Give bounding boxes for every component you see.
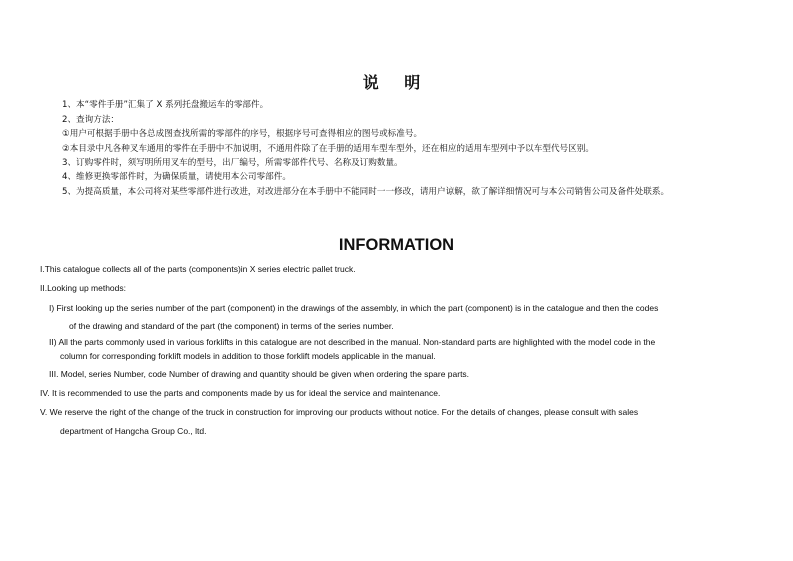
chinese-note-3: 3、订购零件时，须写明所用叉车的型号，出厂编号，所需零部件代号、名称及订购数量。 — [62, 158, 403, 168]
info-item-2: II.Looking up methods: — [40, 283, 127, 293]
chinese-note-1: 1、本“零件手册”汇集了 X 系列托盘搬运车的零部件。 — [62, 100, 269, 110]
chinese-title: 说 明 — [362, 73, 431, 92]
info-item-5: V. We reserve the right of the change of the truck in construction for improving our products without notice. For the details of changes, please consult with sales — [40, 407, 639, 417]
chinese-note-5: 5、为提高质量，本公司将对某些零部件进行改进，对改进部分在本手册中不能同时一一修改，请用户谅解，欲了解详细情况可与本公司销售公司及备件处联系。 — [62, 187, 670, 197]
info-item-5-cont: department of Hangcha Group Co., ltd. — [60, 426, 207, 436]
info-item-4: IV. It is recommended to use the parts and components made by us for ideal the service and maintenance. — [40, 388, 441, 398]
chinese-note-4: 4、维修更换零部件时，为确保质量，请使用本公司零部件。 — [62, 172, 291, 182]
info-item-2-3: III. Model, series Number, code Number of drawing and quantity should be given when ordering the spare parts. — [49, 369, 470, 379]
info-item-2-2-cont: column for corresponding forklift models in addition to those forklift models applicable in the manual. — [60, 351, 436, 361]
chinese-note-2b: ②本目录中凡各种叉车通用的零件在手册中不加说明，不通用件除了在手册的适用车型车型外，还在相应的适用车型列中予以车型代号区别。 — [62, 144, 594, 154]
info-item-2-1: I) First looking up the series number of the part (component) in the drawings of the assembly, in which the part (component) is in the catalogue and then the codes — [49, 303, 659, 313]
info-item-2-2: II) All the parts commonly used in various forklifts in this catalogue are not described in the manual. Non-standard parts are highlighted with the model code in the — [49, 337, 656, 347]
info-item-2-1-cont: of the drawing and standard of the part (the component) in terms of the series number. — [69, 321, 394, 331]
info-item-1: I.This catalogue collects all of the parts (components)in X series electric pallet truck. — [40, 264, 356, 274]
information-title: INFORMATION — [338, 236, 455, 254]
chinese-note-2a: ①用户可根据手册中各总成图查找所需的零部件的序号，根据序号可查得相应的图号或标准号。 — [62, 129, 423, 139]
chinese-note-2: 2、查询方法： — [62, 115, 120, 125]
